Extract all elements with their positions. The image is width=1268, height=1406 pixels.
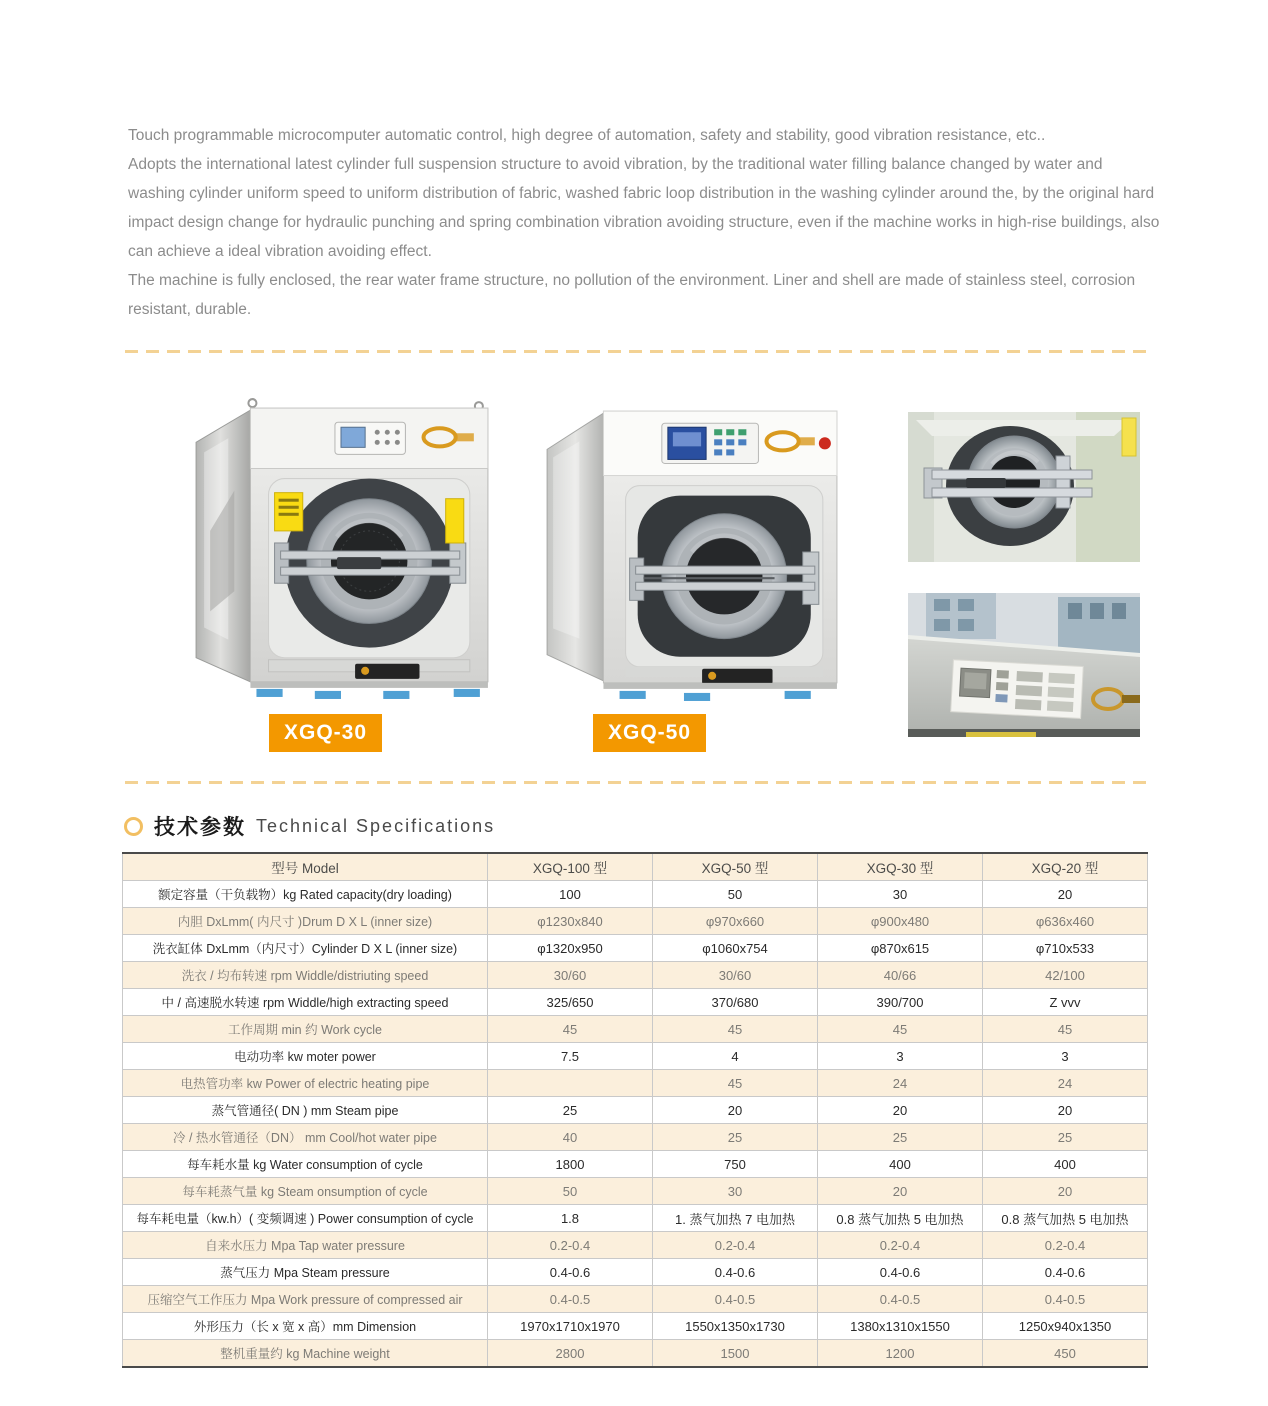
spec-value: 400: [818, 1151, 983, 1178]
description-paragraph: Adopts the international latest cylinder full suspension structure to avoid vibration, by the traditional water filling balance changed by water and washing cylinder uniform speed to uniform distribution of fabric, washed fabric loop distribution in the washing cylinder around the, by the original hard impact design change for hydraulic punching and spring combination vibration avoiding structure, even if the machine works in high-rise buildings, also can achieve a ideal vibration avoiding effect.: [128, 156, 1160, 260]
spec-label: 额定容量（干负载物）kg Rated capacity(dry loading): [123, 881, 488, 908]
spec-value: 1.8: [488, 1205, 653, 1232]
table-row: [123, 1340, 1148, 1368]
spec-value: φ900x480: [818, 908, 983, 935]
spec-value: 0.8 蒸气加热 5 电加热: [983, 1205, 1148, 1232]
spec-value: 45: [818, 1016, 983, 1043]
spec-value: 30/60: [488, 962, 653, 989]
table-header-row: [123, 853, 1148, 881]
spec-value: 20: [818, 1178, 983, 1205]
spec-value: φ710x533: [983, 935, 1148, 962]
spec-value: 25: [818, 1124, 983, 1151]
spec-value: 45: [983, 1016, 1148, 1043]
spec-value: 30: [818, 881, 983, 908]
spec-value: 25: [983, 1124, 1148, 1151]
table-row: [123, 908, 1148, 935]
washing-machine-illustration: [533, 391, 845, 705]
spec-value: 370/680: [653, 989, 818, 1016]
spec-value: 390/700: [818, 989, 983, 1016]
table-row: [123, 1232, 1148, 1259]
spec-label: 每车耗电量（kw.h）( 变频调速 ) Power consumption of cycle: [123, 1205, 488, 1232]
spec-value: 42/100: [983, 962, 1148, 989]
spec-value: 45: [488, 1016, 653, 1043]
spec-value: 0.2-0.4: [653, 1232, 818, 1259]
spec-value: φ870x615: [818, 935, 983, 962]
column-header: XGQ-30 型: [818, 853, 983, 881]
section-header: [124, 811, 495, 841]
spec-value: 24: [983, 1070, 1148, 1097]
spec-value: 0.2-0.4: [818, 1232, 983, 1259]
column-header: XGQ-100 型: [488, 853, 653, 881]
spec-value: 20: [983, 881, 1148, 908]
spec-label: 内胆 DxLmm( 内尺寸 )Drum D X L (inner size): [123, 908, 488, 935]
spec-label: 电热管功率 kw Power of electric heating pipe: [123, 1070, 488, 1097]
table-row: [123, 1097, 1148, 1124]
model-badge-xgq30: XGQ-30: [269, 714, 382, 752]
table-row: [123, 935, 1148, 962]
spec-label: 中 / 高速脱水转速 rpm Widdle/high extracting speed: [123, 989, 488, 1016]
spec-value: 0.4-0.6: [488, 1259, 653, 1286]
dashed-divider-top: [125, 350, 1147, 353]
spec-value: Z vvv: [983, 989, 1148, 1016]
spec-value: 1800: [488, 1151, 653, 1178]
spec-value: 45: [653, 1070, 818, 1097]
product-photo-xgq50: [533, 391, 845, 705]
washing-machine-illustration: [186, 390, 498, 704]
spec-value: 1. 蒸气加热 7 电加热: [653, 1205, 818, 1232]
column-header: XGQ-20 型: [983, 853, 1148, 881]
spec-value: 20: [818, 1097, 983, 1124]
spec-value: 0.4-0.5: [818, 1286, 983, 1313]
spec-value: 0.4-0.5: [488, 1286, 653, 1313]
section-title-zh: 技术参数: [154, 816, 246, 839]
product-description: [128, 121, 1162, 324]
spec-label: 蒸气压力 Mpa Steam pressure: [123, 1259, 488, 1286]
spec-value: 1550x1350x1730: [653, 1313, 818, 1340]
table-row: [123, 989, 1148, 1016]
spec-label: 自来水压力 Mpa Tap water pressure: [123, 1232, 488, 1259]
spec-label: 冷 / 热水管通径（DN） mm Cool/hot water pipe: [123, 1124, 488, 1151]
spec-value: 325/650: [488, 989, 653, 1016]
spec-value: 0.4-0.5: [653, 1286, 818, 1313]
spec-value: 20: [983, 1097, 1148, 1124]
spec-value: 40: [488, 1124, 653, 1151]
spec-value: 0.4-0.5: [983, 1286, 1148, 1313]
description-paragraph: The machine is fully enclosed, the rear water frame structure, no pollution of the environment. Liner and shell are made of stainless steel, corrosion resistant, durable.: [128, 272, 1136, 318]
spec-value: 25: [653, 1124, 818, 1151]
spec-value: 2800: [488, 1340, 653, 1368]
spec-value: φ1060x754: [653, 935, 818, 962]
table-row: [123, 1286, 1148, 1313]
door-latch-closeup-illustration: [908, 412, 1140, 562]
dashed-divider-bottom: [125, 781, 1147, 784]
spec-value: 0.8 蒸气加热 5 电加热: [818, 1205, 983, 1232]
table-row: [123, 881, 1148, 908]
spec-label: 洗衣 / 均布转速 rpm Widdle/distriuting speed: [123, 962, 488, 989]
table-row: [123, 1016, 1148, 1043]
spec-label: 工作周期 min 约 Work cycle: [123, 1016, 488, 1043]
spec-label: 压缩空气工作压力 Mpa Work pressure of compressed air: [123, 1286, 488, 1313]
description-paragraph: Touch programmable microcomputer automatic control, high degree of automation, safety and stability, good vibration resistance, etc..: [128, 127, 1046, 144]
detail-photo-door-latch: [908, 412, 1140, 562]
control-panel-closeup-illustration: [908, 593, 1140, 737]
spec-value: 0.4-0.6: [818, 1259, 983, 1286]
spec-value: 100: [488, 881, 653, 908]
spec-value: [488, 1070, 653, 1097]
spec-value: φ1320x950: [488, 935, 653, 962]
spec-value: 30/60: [653, 962, 818, 989]
spec-label: 蒸气管通径( DN ) mm Steam pipe: [123, 1097, 488, 1124]
detail-photo-control-panel: [908, 593, 1140, 737]
section-title-en: Technical Specifications: [256, 815, 496, 836]
table-row: [123, 1043, 1148, 1070]
spec-value: 50: [488, 1178, 653, 1205]
table-row: [123, 962, 1148, 989]
spec-value: 1250x940x1350: [983, 1313, 1148, 1340]
spec-value: 0.2-0.4: [983, 1232, 1148, 1259]
table-row: [123, 1178, 1148, 1205]
table-row: [123, 1070, 1148, 1097]
table-row: [123, 1259, 1148, 1286]
column-header-model: 型号 Model: [123, 853, 488, 881]
spec-value: 25: [488, 1097, 653, 1124]
spec-value: φ1230x840: [488, 908, 653, 935]
spec-value: 24: [818, 1070, 983, 1097]
spec-label: 每车耗水量 kg Water consumption of cycle: [123, 1151, 488, 1178]
spec-value: 1970x1710x1970: [488, 1313, 653, 1340]
spec-value: 0.4-0.6: [653, 1259, 818, 1286]
column-header: XGQ-50 型: [653, 853, 818, 881]
spec-value: 50: [653, 881, 818, 908]
spec-label: 整机重量约 kg Machine weight: [123, 1340, 488, 1368]
model-badge-xgq50: XGQ-50: [593, 714, 706, 752]
spec-value: 450: [983, 1340, 1148, 1368]
spec-value: 45: [653, 1016, 818, 1043]
table-row: [123, 1313, 1148, 1340]
spec-value: 30: [653, 1178, 818, 1205]
spec-value: 1380x1310x1550: [818, 1313, 983, 1340]
spec-value: 20: [983, 1178, 1148, 1205]
spec-label: 每车耗蒸气量 kg Steam onsumption of cycle: [123, 1178, 488, 1205]
table-row: [123, 1151, 1148, 1178]
table-row: [123, 1205, 1148, 1232]
spec-value: 750: [653, 1151, 818, 1178]
table-row: [123, 1124, 1148, 1151]
spec-value: 3: [983, 1043, 1148, 1070]
spec-value: 400: [983, 1151, 1148, 1178]
spec-value: 0.4-0.6: [983, 1259, 1148, 1286]
spec-value: 0.2-0.4: [488, 1232, 653, 1259]
spec-label: 电动功率 kw moter power: [123, 1043, 488, 1070]
spec-value: 20: [653, 1097, 818, 1124]
spec-value: 3: [818, 1043, 983, 1070]
spec-value: 40/66: [818, 962, 983, 989]
spec-label: 洗衣缸体 DxLmm（内尺寸）Cylinder D X L (inner size): [123, 935, 488, 962]
spec-value: 4: [653, 1043, 818, 1070]
spec-value: φ970x660: [653, 908, 818, 935]
spec-value: 7.5: [488, 1043, 653, 1070]
spec-value: 1200: [818, 1340, 983, 1368]
spec-label: 外形压力（长 x 宽 x 高）mm Dimension: [123, 1313, 488, 1340]
specs-table: [122, 852, 1148, 1368]
ring-bullet-icon: [124, 817, 143, 836]
spec-value: 1500: [653, 1340, 818, 1368]
spec-value: φ636x460: [983, 908, 1148, 935]
product-photo-xgq30: [186, 390, 498, 704]
